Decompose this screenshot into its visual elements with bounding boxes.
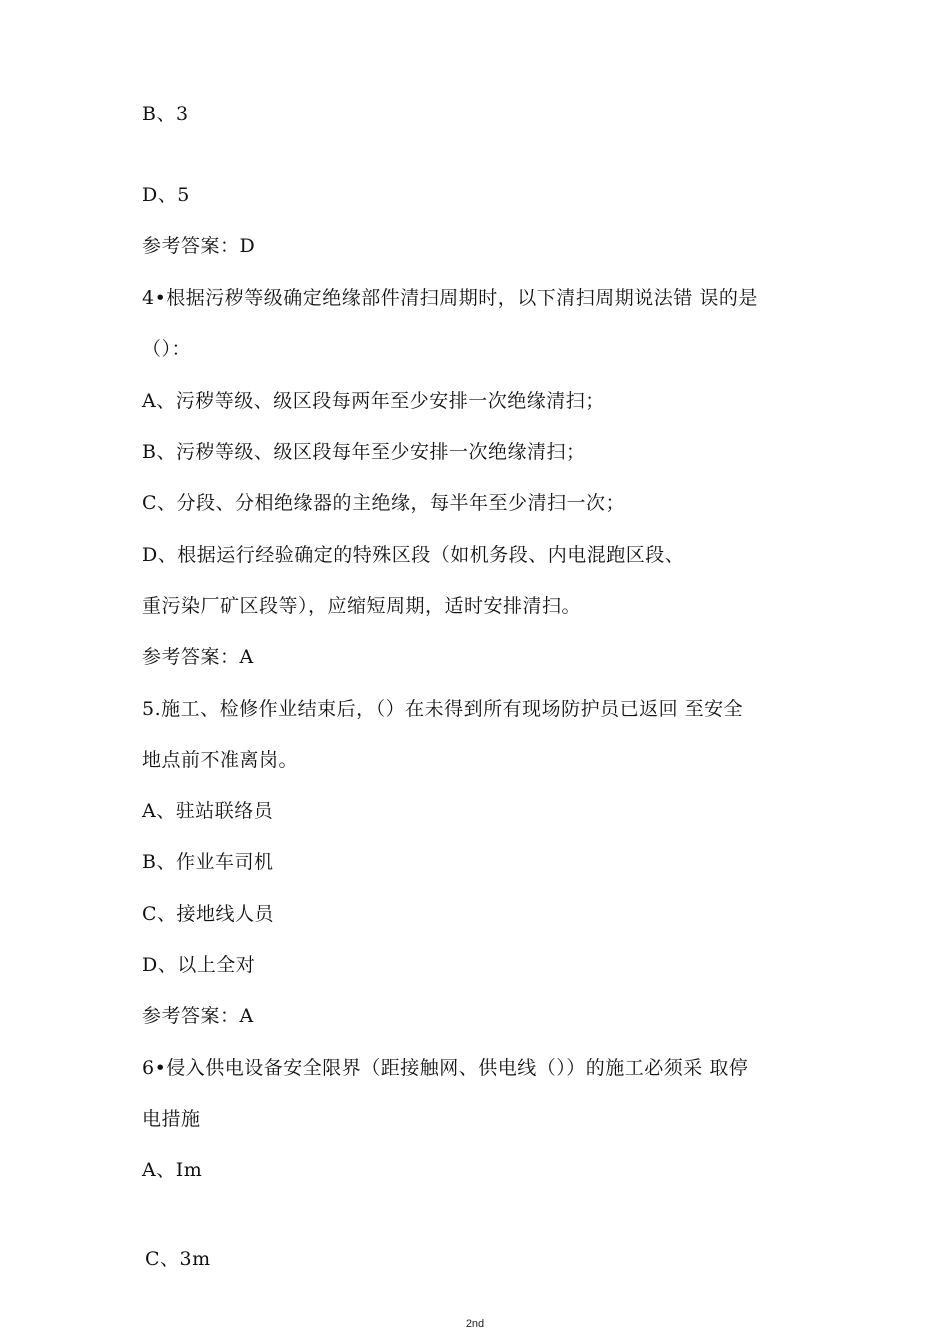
q4-option-d-line-1: D、根据运行经验确定的特殊区段（如机务段、内电混跑区段、 [142,544,685,566]
q4-option-a: A、污秽等级、级区段每两年至少安排一次绝缘清扫； [142,390,605,412]
q6-option-a: A、Im [142,1159,203,1181]
answer-5: 参考答案：A [142,1005,254,1027]
q4-option-c: C、分段、分相绝缘器的主绝缘，每半年至少清扫一次； [142,492,626,514]
answer-3: 参考答案：D [142,235,256,257]
page-footer: 2nd [465,1318,485,1330]
q5-option-c: C、接地线人员 [142,903,275,925]
question-4-line-1: 4•根据污秽等级确定绝缘部件清扫周期时，以下清扫周期说法错 误的是 [142,287,758,309]
option-d: D、5 [142,184,190,206]
q6-option-c: C、3m [145,1248,211,1270]
question-5-line-1: 5.施工、检修作业结束后，（）在未得到所有现场防护员已返回 至安全 [142,698,744,720]
answer-4: 参考答案：A [142,646,254,668]
q4-option-b: B、污秽等级、级区段每年至少安排一次绝缘清扫； [142,441,586,463]
q5-option-b: B、作业车司机 [142,851,274,873]
q5-option-d: D、以上全对 [142,954,256,976]
q4-option-d-line-2: 重污染厂矿区段等），应缩短周期，适时安排清扫。 [142,595,582,617]
question-6-line-2: 电措施 [142,1108,201,1130]
question-4-line-2: （）： [142,338,192,360]
question-5-line-2: 地点前不准离岗。 [142,749,299,771]
question-6-line-1: 6•侵入供电设备安全限界（距接触网、供电线（））的施工必须采 取停 [142,1057,749,1079]
option-b: B、3 [142,103,189,125]
q5-option-a: A、驻站联络员 [142,800,274,822]
